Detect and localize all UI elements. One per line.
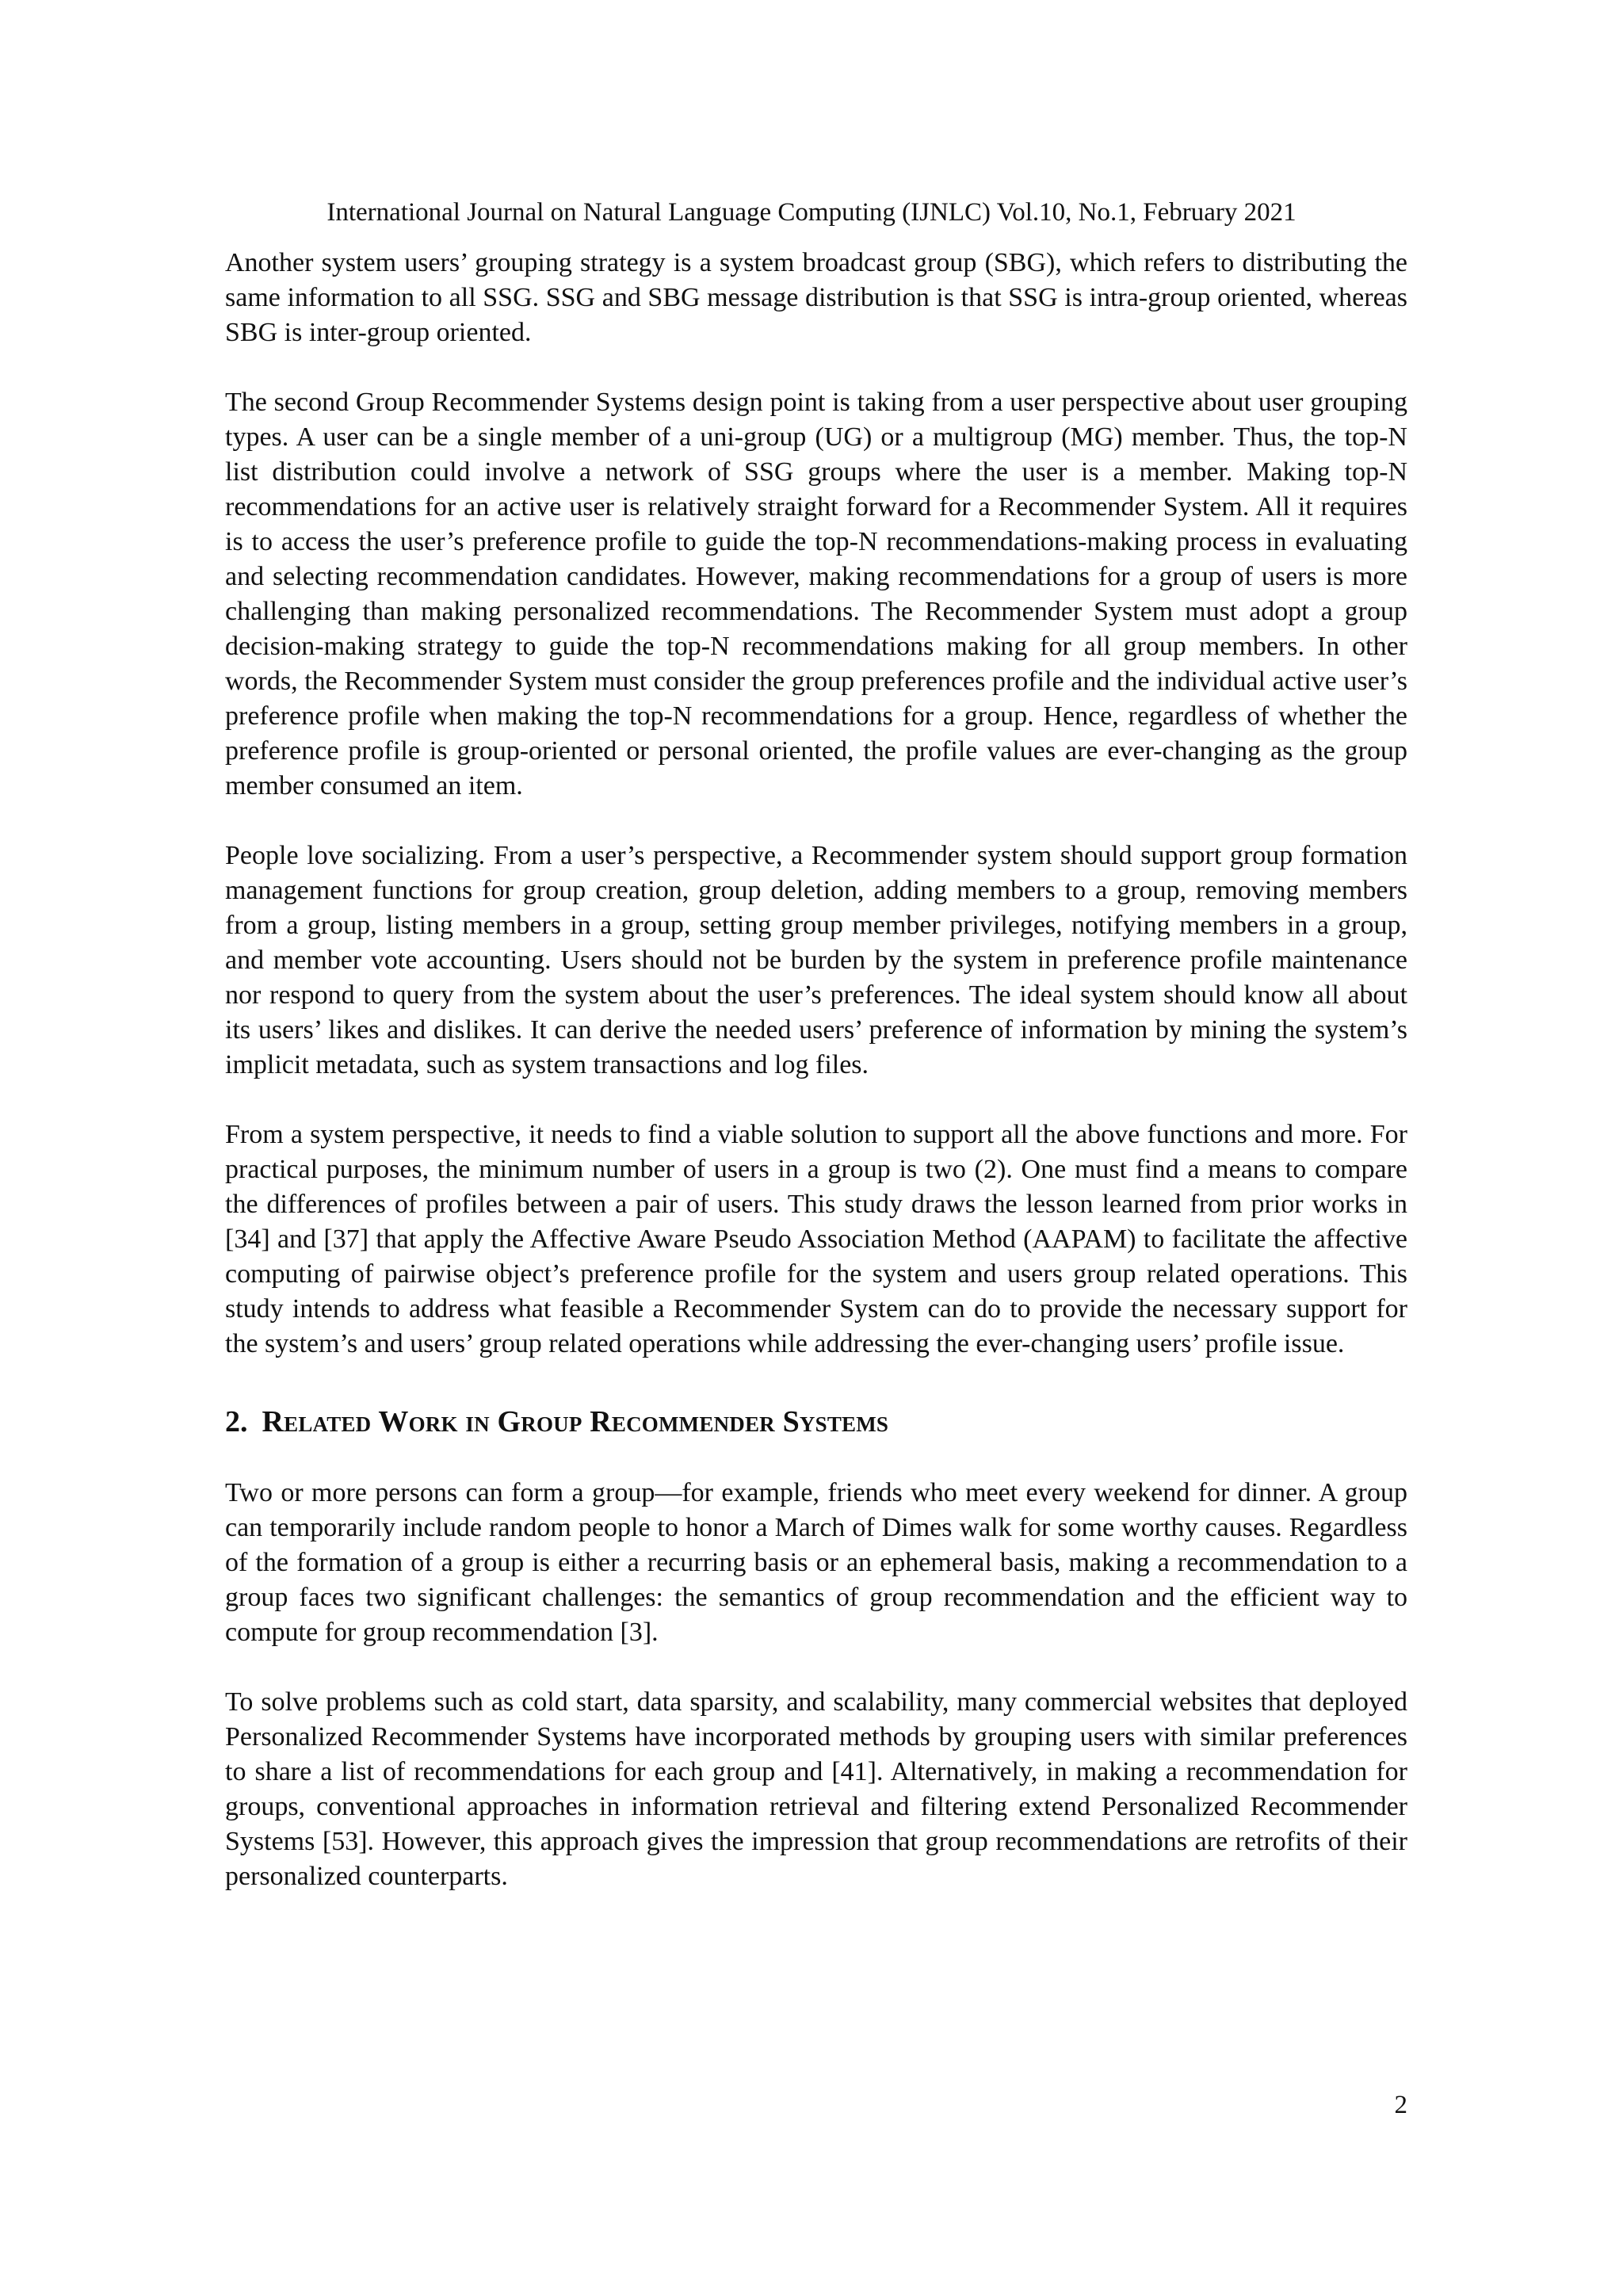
paragraph-group-formation: Two or more persons can form a group—for example, friends who meet every weekend for dinner. A group can temporarily include random people to honor a March of Dimes walk for some worthy causes. Regardless of the formation of a group is either a recurring basis or an ephemeral basis, making a recommendation to a group faces two significant challenges: the semantics of group recommendation and the efficient way to compute for group recommendation [3]. xyxy=(225,1478,1407,1647)
paragraph-system-perspective: From a system perspective, it needs to find a viable solution to support all the above functions and more. For practical purposes, the minimum number of users in a group is two (2). One must find a means to compare the differences of profiles between a pair of users. This study draws the lesson learned from prior works in [34] and [37] that apply the Affective Aware Pseudo Association Method (AAPAM) to facilitate the affective computing of pairwise object’s preference profile for the system and users group related operations. This study intends to address what feasible a Recommender System can do to provide the necessary support for the system’s and users’ group related operations while addressing the ever-changing users’ profile issue. xyxy=(225,1120,1407,1358)
section-title: Related Work in Group Recommender Systems xyxy=(262,1405,889,1438)
running-header: International Journal on Natural Language Computing (IJNLC) Vol.10, No.1, February 2021 xyxy=(327,198,1296,227)
paragraph-design-point: The second Group Recommender Systems design point is taking from a user perspective about user grouping types. A user can be a single member of a uni-group (UG) or a multigroup (MG) member. Thus, the top-N list distribution could involve a network of SSG groups where the user is a member. Making top-N recommendations for an active user is relatively straight forward for a Recommender System. All it requires is to access the user’s preference profile to guide the top-N recommendations-making process in evaluating and selecting recommendation candidates. However, making recommendations for a group of users is more challenging than making personalized recommendations. The Recommender System must adopt a group decision-making strategy to guide the top-N recommendations making for all group members. In other words, the Recommender System must consider the group preferences profile and the individual active user’s preference profile when making the top-N recommendations for a group. Hence, regardless of whether the preference profile is group-oriented or personal oriented, the profile values are ever-changing as the group member consumed an item. xyxy=(225,388,1407,800)
page-number: 2 xyxy=(1394,2091,1407,2119)
section-number: 2. xyxy=(225,1405,248,1438)
paragraph-cold-start: To solve problems such as cold start, data sparsity, and scalability, many commercial websites that deployed Personalized Recommender Systems have incorporated methods by grouping users with similar preferences to share a list of recommendations for each group and [41]. Alternatively, in making a recommendation for groups, conventional approaches in information retrieval and filtering extend Personalized Recommender Systems [53]. However, this approach gives the impression that group recommendations are retrofits of their personalized counterparts. xyxy=(225,1687,1407,1891)
paragraph-sbg: Another system users’ grouping strategy is a system broadcast group (SBG), which refers to distributing the same information to all SSG. SSG and SBG message distribution is that SSG is intra-group oriented, whereas SBG is inter-group oriented. xyxy=(225,248,1407,347)
paragraph-socializing: People love socializing. From a user’s perspective, a Recommender system should support group formation management functions for group creation, group deletion, adding members to a group, removing members from a group, listing members in a group, setting group member privileges, notifying members in a group, and member vote accounting. Users should not be burden by the system in preference profile maintenance nor respond to query from the system about the user’s preferences. The ideal system should know all about its users’ likes and dislikes. It can derive the needed users’ preference of information by mining the system’s implicit metadata, such as system transactions and log files. xyxy=(225,841,1407,1079)
section-heading xyxy=(225,1403,1407,1441)
page-body xyxy=(225,246,1407,1929)
